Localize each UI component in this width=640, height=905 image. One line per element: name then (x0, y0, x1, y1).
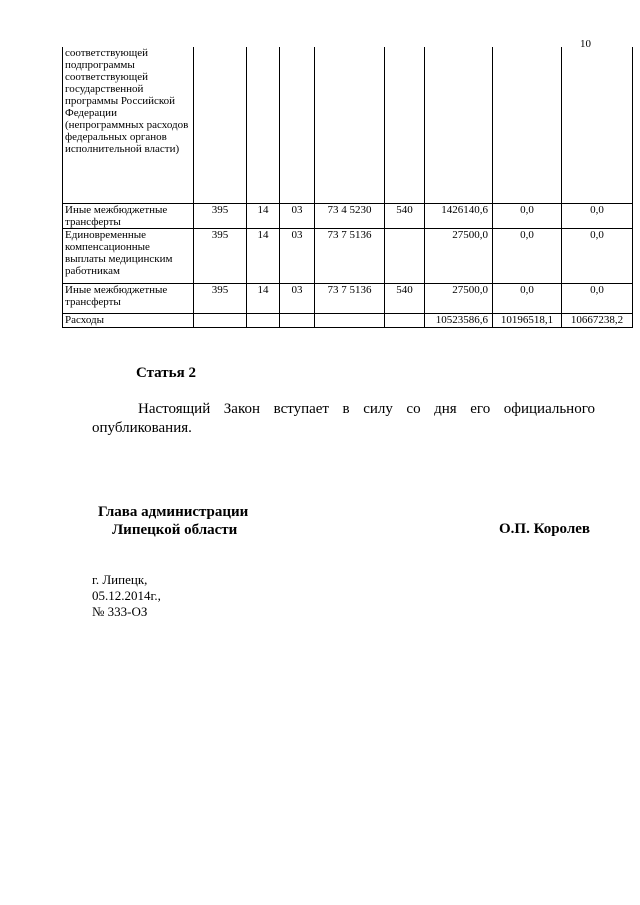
ved-cell (194, 47, 247, 203)
row-name-cell: Расходы (63, 313, 194, 327)
article-text: Настоящий Закон вступает в силу со дня его официального опубликования. (92, 401, 595, 436)
sum-2015-cell: 10523586,6 (425, 313, 493, 327)
csr-cell (315, 47, 385, 203)
page-number: 10 (580, 38, 591, 50)
sum-2015-cell: 27500,0 (425, 228, 493, 283)
row-name-cell: Иные межбюджетные трансферты (63, 203, 194, 228)
csr-cell: 73 7 5136 (315, 228, 385, 283)
ved-cell: 395 (194, 228, 247, 283)
vr-cell: 540 (385, 283, 425, 313)
row-name-cell: Единовременные компенсационные выплаты медицинским работникам (63, 228, 194, 283)
table-row (63, 47, 633, 203)
ved-cell: 395 (194, 283, 247, 313)
pr-cell (280, 313, 315, 327)
sum-2017-cell: 0,0 (562, 203, 633, 228)
ved-cell (194, 313, 247, 327)
rz-cell: 14 (247, 283, 280, 313)
sum-2016-cell: 0,0 (493, 203, 562, 228)
table-total-row (63, 313, 633, 327)
csr-cell (315, 313, 385, 327)
csr-cell: 73 4 5230 (315, 203, 385, 228)
table-row (63, 283, 633, 313)
sum-2016-cell: 0,0 (493, 283, 562, 313)
footer-city: г. Липецк, (92, 572, 148, 587)
rz-cell: 14 (247, 203, 280, 228)
sum-2016-cell (493, 47, 562, 203)
footer-date: 05.12.2014г., (92, 588, 161, 603)
pr-cell: 03 (280, 228, 315, 283)
sum-2016-cell: 0,0 (493, 228, 562, 283)
sum-2017-cell: 0,0 (562, 228, 633, 283)
row-name-cell: Иные межбюджетные трансферты (63, 283, 194, 313)
vr-cell (385, 228, 425, 283)
csr-cell: 73 7 5136 (315, 283, 385, 313)
signatory-name: О.П. Королев (499, 521, 591, 537)
footer-meta (92, 572, 161, 620)
footer-law-number: № 333-ОЗ (92, 604, 148, 619)
rz-cell (247, 47, 280, 203)
sum-2015-cell: 27500,0 (425, 283, 493, 313)
table-row (63, 203, 633, 228)
sum-2015-cell (425, 47, 493, 203)
table-row (63, 228, 633, 283)
sum-2017-cell: 0,0 (562, 283, 633, 313)
sum-2017-cell (562, 47, 633, 203)
article-heading: Статья 2 (136, 365, 196, 381)
rz-cell (247, 313, 280, 327)
sum-2017-cell: 10667238,2 (562, 313, 633, 327)
vr-cell: 540 (385, 203, 425, 228)
rz-cell: 14 (247, 228, 280, 283)
ved-cell: 395 (194, 203, 247, 228)
vr-cell (385, 47, 425, 203)
pr-cell (280, 47, 315, 203)
pr-cell: 03 (280, 283, 315, 313)
row-name-cell: соответствующей подпрограммы соответствующей государственной программы Российской Федерации (непрограммных расходов федеральных органов исполнительной власти) (63, 47, 194, 203)
signatory-title (98, 503, 248, 539)
sum-2016-cell: 10196518,1 (493, 313, 562, 327)
sum-2015-cell: 1426140,6 (425, 203, 493, 228)
signatory-title-line1: Глава администрации (98, 504, 249, 520)
budget-table (62, 47, 633, 328)
signatory-title-line2: Липецкой области (112, 522, 238, 538)
pr-cell: 03 (280, 203, 315, 228)
vr-cell (385, 313, 425, 327)
